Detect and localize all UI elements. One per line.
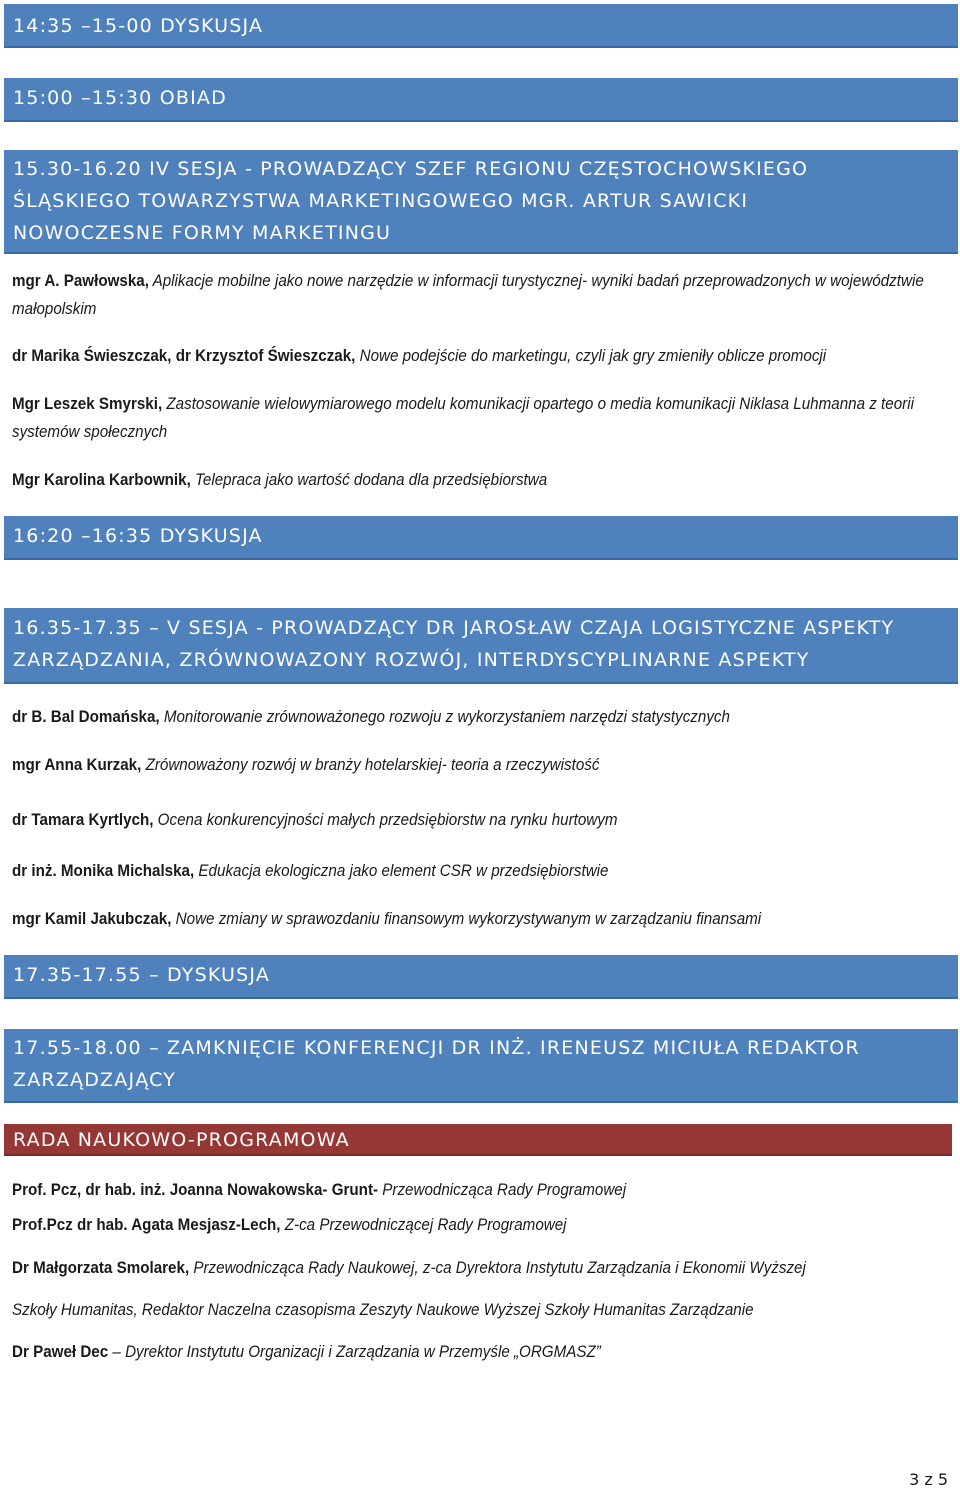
bar-text: 16:20 –16:35 DYSKUSJA	[13, 525, 263, 547]
member-role: Z-ca Przewodniczącej Rady Programowej	[280, 1216, 567, 1234]
talk-entry	[12, 703, 877, 731]
talk-author: dr Marika Świeszczak, dr Krzysztof Świeszczak,	[12, 347, 356, 365]
bar-text: RADA NAUKOWO-PROGRAMOWA	[13, 1129, 350, 1151]
member-role: Przewodnicząca Rady Programowej	[378, 1181, 627, 1199]
talk-entry	[12, 857, 877, 885]
talk-author: dr B. Bal Domańska,	[12, 708, 160, 726]
talk-entry	[12, 806, 877, 834]
talk-title: Zrównoważony rozwój w branży hotelarskiej- teoria a rzeczywistość	[141, 756, 600, 774]
discussion-bar-3	[4, 955, 958, 999]
talk-title: Nowe podejście do marketingu, czyli jak gry zmieniły oblicze promocji	[355, 347, 827, 365]
discussion-bar-1	[4, 4, 958, 48]
talk-entry	[12, 267, 950, 323]
talk-title: Edukacja ekologiczna jako element CSR w przedsiębiorstwie	[194, 862, 609, 880]
member-name: Dr Paweł Dec	[12, 1343, 109, 1361]
member-role: Szkoły Humanitas, Redaktor Naczelna czasopisma Zeszyty Naukowe Wyższej Szkoły Humanitas Zarządzanie	[12, 1301, 754, 1319]
member-role: Przewodnicząca Rady Naukowej, z-ca Dyrektora Instytutu Zarządzania i Ekonomii Wyższej	[189, 1259, 806, 1277]
lunch-bar	[4, 78, 958, 122]
talk-entry	[12, 342, 877, 370]
talk-title: Telepraca jako wartość dodana dla przedsiębiorstwa	[190, 471, 548, 489]
talk-title: Nowe zmiany w sprawozdaniu finansowym wykorzystywanym w zarządzaniu finansami	[171, 910, 762, 928]
bar-line: 16.35-17.35 – V SESJA - PROWADZĄCY DR JAROSŁAW CZAJA LOGISTYCZNE ASPEKTY	[13, 617, 895, 639]
talk-entry	[12, 466, 877, 494]
bar-line: ŚLĄSKIEGO TOWARZYSTWA MARKETINGOWEGO MGR. ARTUR SAWICKI	[13, 190, 749, 212]
page-number: 3 z 5	[909, 1470, 948, 1489]
session-5-bar	[4, 608, 958, 684]
talk-author: dr inż. Monika Michalska,	[12, 862, 195, 880]
council-member	[12, 1254, 877, 1282]
talk-entry	[12, 905, 877, 933]
talk-title: Aplikacje mobilne jako nowe narzędzie w informacji turystycznej- wyniki badań przeprowadzonych w województwie małopolskim	[12, 272, 924, 318]
council-member	[12, 1211, 877, 1239]
talk-title: Zastosowanie wielowymiarowego modelu komunikacji opartego o media komunikacji Niklasa Luhmanna z teorii systemów społecznych	[12, 395, 914, 441]
talk-author: Mgr Leszek Smyrski,	[12, 395, 163, 413]
member-name: Prof. Pcz, dr hab. inż. Joanna Nowakowska- Grunt-	[12, 1181, 379, 1199]
bar-text: 15:00 –15:30 OBIAD	[13, 87, 227, 109]
talk-title: Monitorowanie zrównoważonego rozwoju z wykorzystaniem narzędzi statystycznych	[159, 708, 730, 726]
council-member	[12, 1296, 877, 1324]
talk-title: Ocena konkurencyjności małych przedsiębiorstw na rynku hurtowym	[153, 811, 618, 829]
session-4-bar	[4, 150, 958, 254]
council-member	[12, 1176, 877, 1204]
member-role: – Dyrektor Instytutu Organizacji i Zarządzania w Przemyśle „ORGMASZ”	[108, 1343, 601, 1361]
talk-author: mgr A. Pawłowska,	[12, 272, 149, 290]
bar-line: 17.55-18.00 – ZAMKNIĘCIE KONFERENCJI DR INŻ. IRENEUSZ MICIUŁA REDAKTOR	[13, 1037, 860, 1059]
talk-author: mgr Kamil Jakubczak,	[12, 910, 172, 928]
talk-entry	[12, 390, 950, 446]
member-name: Prof.Pcz dr hab. Agata Mesjasz-Lech,	[12, 1216, 281, 1234]
bar-line: 15.30-16.20 IV SESJA - PROWADZĄCY SZEF REGIONU CZĘSTOCHOWSKIEGO	[13, 158, 809, 180]
talk-entry	[12, 751, 877, 779]
talk-author: Mgr Karolina Karbownik,	[12, 471, 191, 489]
bar-text: 14:35 –15-00 DYSKUSJA	[13, 15, 264, 37]
closing-bar	[4, 1029, 958, 1103]
bar-line: ZARZĄDZAJĄCY	[13, 1069, 177, 1091]
bar-line: NOWOCZESNE FORMY MARKETINGU	[13, 222, 392, 244]
council-member	[12, 1338, 877, 1366]
bar-line: ZARZĄDZANIA, ZRÓWNOWAZONY ROZWÓJ, INTERDYSCYPLINARNE ASPEKTY	[13, 649, 810, 671]
discussion-bar-2	[4, 516, 958, 560]
bar-text: 17.35-17.55 – DYSKUSJA	[13, 964, 271, 986]
talk-author: mgr Anna Kurzak,	[12, 756, 142, 774]
member-name: Dr Małgorzata Smolarek,	[12, 1259, 190, 1277]
talk-author: dr Tamara Kyrtlych,	[12, 811, 154, 829]
council-bar	[4, 1124, 952, 1156]
